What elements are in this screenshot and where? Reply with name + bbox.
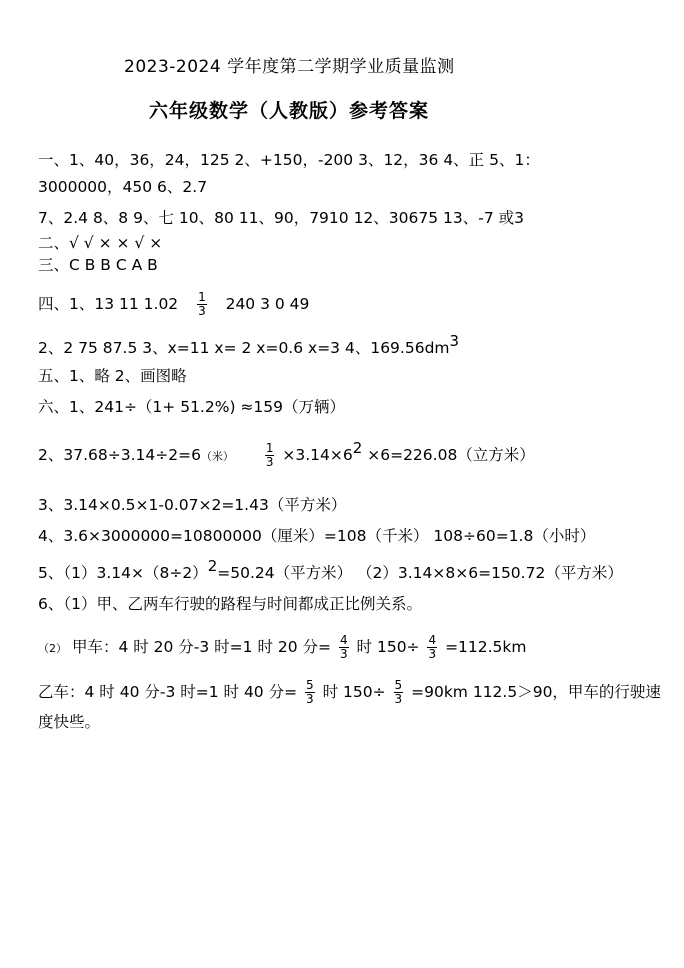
fraction-numerator: 4	[428, 633, 437, 647]
fraction-denominator: 3	[394, 692, 403, 706]
fraction-numerator: 1	[265, 441, 274, 455]
answer-line-11: 3、3.14×0.5×1-0.07×2=1.43（平方米）	[38, 496, 347, 514]
document-title: 2023-2024 学年度第二学期学业质量监测	[124, 57, 455, 77]
answer-line-5: 三、C B B C A B	[38, 256, 158, 274]
line-10-text-c: ×6=226.08（立方米）	[367, 446, 535, 464]
fraction-denominator: 3	[198, 304, 206, 318]
answer-line-10	[38, 438, 535, 474]
line-15-text-a: 甲车：4 时 20 分-3 时=1 时 20 分=	[71, 638, 332, 656]
line-13-text-a: 5、（1）3.14×（8÷2）	[38, 564, 208, 582]
answer-line-6	[38, 288, 309, 320]
fraction-denominator: 3	[339, 647, 348, 661]
line-13-text-b: =50.24（平方米） （2）3.14×8×6=150.72（平方米）	[217, 564, 623, 582]
answer-line-4: 二、√ √ × × √ ×	[38, 234, 163, 252]
fraction	[197, 291, 207, 318]
fraction-denominator: 3	[306, 692, 314, 706]
fraction	[394, 679, 404, 706]
answer-line-12: 4、3.6×3000000=10800000（厘米）=108（千米） 108÷60=1.8（小时）	[38, 527, 596, 545]
fraction-denominator: 3	[428, 647, 437, 661]
answer-line-7	[38, 332, 460, 358]
superscript: 2	[207, 557, 218, 575]
line-15-text-c: =112.5km	[445, 638, 527, 656]
fraction	[265, 442, 275, 469]
answer-line-13	[38, 557, 623, 583]
answer-line-16	[38, 675, 661, 709]
fraction-numerator: 1	[198, 290, 206, 304]
line-10-text-b: ×3.14×6	[282, 446, 353, 464]
answer-line-8: 五、1、略 2、画图略	[38, 367, 187, 385]
answer-line-2: 3000000，450 6、2.7	[38, 178, 208, 196]
answer-line-17: 度快些。	[38, 713, 101, 731]
superscript: 3	[449, 332, 460, 350]
line-16-text-b: 时 150÷	[322, 683, 386, 701]
line-6-text-a: 四、1、13 11 1.02	[38, 295, 179, 313]
unit-label: （米）	[200, 450, 234, 463]
answer-line-3: 7、2.4 8、8 9、七 10、80 11、90，7910 12、30675 13、-7 或3	[38, 209, 524, 227]
document-subtitle: 六年级数学（人教版）参考答案	[149, 100, 430, 122]
fraction-numerator: 4	[339, 633, 348, 647]
fraction-numerator: 5	[306, 678, 314, 692]
line-10-text-a: 2、37.68÷3.14÷2=6	[38, 446, 201, 464]
superscript: 2	[352, 439, 363, 457]
line-6-text-b: 240 3 0 49	[225, 295, 310, 313]
line-16-text-c: =90km 112.5＞90，甲车的行驶速	[411, 683, 661, 701]
answer-line-9: 六、1、241÷（1+ 51.2%) ≈159（万辆）	[38, 398, 345, 416]
answer-line-1: 一、1、40，36，24，125 2、+150，-200 3、12，36 4、正 5、1：	[38, 151, 540, 169]
fraction	[427, 634, 437, 661]
fraction	[339, 634, 349, 661]
fraction	[305, 679, 315, 706]
line-16-text-a: 乙车：4 时 40 分-3 时=1 时 40 分=	[38, 683, 298, 701]
line-7-text: 2、2 75 87.5 3、x=11 x= 2 x=0.6 x=3 4、169.56dm	[38, 339, 450, 357]
sub-question-label: （2）	[38, 642, 67, 655]
fraction-denominator: 3	[265, 455, 274, 469]
answer-line-14: 6、（1）甲、乙两车行驶的路程与时间都成正比例关系。	[38, 595, 422, 613]
fraction-numerator: 5	[394, 678, 403, 692]
answer-line-15	[38, 630, 527, 666]
line-15-text-b: 时 150÷	[356, 638, 420, 656]
